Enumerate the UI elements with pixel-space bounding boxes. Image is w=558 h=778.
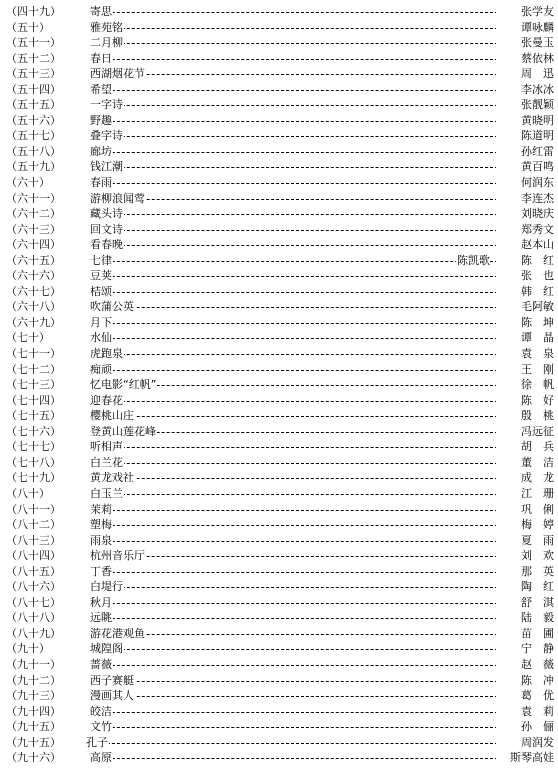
entry-author: 刘晓庆 xyxy=(496,206,554,222)
toc-entry xyxy=(0,595,558,611)
toc-entry xyxy=(0,579,558,595)
entry-author: 葛 优 xyxy=(496,688,554,704)
entry-title: 希望 xyxy=(90,82,112,96)
entry-author: 袁 泉 xyxy=(496,346,554,362)
toc-entry xyxy=(0,144,558,160)
toc-entry xyxy=(0,362,558,378)
dotted-leader xyxy=(92,245,498,246)
dotted-leader xyxy=(92,572,498,573)
toc-entry xyxy=(0,206,558,222)
entry-title: 游花港观鱼 xyxy=(90,626,145,640)
dotted-leader xyxy=(92,183,498,184)
entry-title: 忆电影“红帆” xyxy=(90,378,157,392)
entry-number: （七十八） xyxy=(6,455,61,469)
entry-number: （五十二） xyxy=(6,51,61,65)
dotted-leader xyxy=(92,556,498,557)
dotted-leader xyxy=(92,261,498,262)
entry-author: 张靓颖 xyxy=(496,97,554,113)
dotted-leader xyxy=(92,28,498,29)
entry-number: （六十四） xyxy=(6,238,61,252)
entry-title: 一字诗 xyxy=(90,98,123,112)
entry-title: 七律 xyxy=(90,253,112,267)
entry-author: 黄晓明 xyxy=(496,113,554,129)
entry-author: 孙 俪 xyxy=(496,719,554,735)
entry-author: 苗 圃 xyxy=(496,626,554,642)
entry-author: 王 刚 xyxy=(496,362,554,378)
entry-author: 斯琴高娃 xyxy=(496,750,554,766)
entry-title: 水仙 xyxy=(90,331,112,345)
toc-entry xyxy=(0,610,558,626)
entry-title: 月下 xyxy=(90,315,112,329)
dotted-leader xyxy=(92,338,498,339)
entry-title: 西子赛艇 xyxy=(90,673,134,687)
entry-title: 黄龙戏社 xyxy=(90,471,134,485)
entry-author: 巩 俐 xyxy=(496,502,554,518)
entry-author: 陈道明 xyxy=(496,128,554,144)
entry-title: 叠字诗 xyxy=(90,129,123,143)
entry-title: 豆荚 xyxy=(90,269,112,283)
entry-number: （八十七） xyxy=(6,595,61,609)
entry-author: 宁 静 xyxy=(496,641,554,657)
entry-title: 秋月 xyxy=(90,595,112,609)
toc-entry xyxy=(0,502,558,518)
entry-author: 赵 薇 xyxy=(496,657,554,673)
toc-entry xyxy=(0,222,558,238)
dotted-leader xyxy=(92,307,498,308)
entry-author: 黄百鸣 xyxy=(496,159,554,175)
toc-entry xyxy=(0,719,558,735)
dotted-leader xyxy=(92,401,498,402)
toc-entry xyxy=(0,735,558,751)
toc-entry xyxy=(0,750,558,766)
entry-number: （九十三） xyxy=(6,689,61,703)
toc-entry xyxy=(0,470,558,486)
dotted-leader xyxy=(92,121,498,122)
entry-author: 何润东 xyxy=(496,175,554,191)
toc-entry xyxy=(0,408,558,424)
entry-title: 春雨 xyxy=(90,176,112,190)
entry-number: （八十二） xyxy=(6,518,61,532)
entry-number: （七十） xyxy=(6,331,50,345)
entry-title: 二月柳 xyxy=(90,36,123,50)
toc-entry xyxy=(0,284,558,300)
entry-author: 赵本山 xyxy=(496,237,554,253)
toc-entry xyxy=(0,486,558,502)
toc-entry xyxy=(0,315,558,331)
dotted-leader xyxy=(92,758,498,759)
dotted-leader xyxy=(92,494,498,495)
entry-number: （七十四） xyxy=(6,393,61,407)
entry-number: （九十一） xyxy=(6,657,61,671)
toc-entry xyxy=(0,20,558,36)
dotted-leader xyxy=(92,152,498,153)
entry-title: 茉莉 xyxy=(90,502,112,516)
entry-number: （九十四） xyxy=(6,704,61,718)
entry-author: 毛阿敏 xyxy=(496,299,554,315)
dotted-leader xyxy=(92,541,498,542)
dotted-leader xyxy=(92,463,498,464)
toc-entry xyxy=(0,641,558,657)
entry-author: 梅 婷 xyxy=(496,517,554,533)
entry-author: 陆 毅 xyxy=(496,610,554,626)
entry-author: 冯远征 xyxy=(496,424,554,440)
entry-extra-author: 陈凯歌 xyxy=(457,253,490,267)
entry-number: （八十） xyxy=(6,486,50,500)
entry-title: 白堤行 xyxy=(90,580,123,594)
dotted-leader xyxy=(92,214,498,215)
entry-number: （六十二） xyxy=(6,207,61,221)
dotted-leader xyxy=(92,105,498,106)
dotted-leader xyxy=(92,587,498,588)
entry-title: 桔颂 xyxy=(90,284,112,298)
entry-number: （八十五） xyxy=(6,564,61,578)
entry-number: （七十二） xyxy=(6,362,61,376)
entry-number: （六十七） xyxy=(6,284,61,298)
entry-author: 成 龙 xyxy=(496,470,554,486)
entry-title: 吹蒲公英 xyxy=(90,300,134,314)
entry-number: （七十五） xyxy=(6,409,61,423)
entry-author: 谭 晶 xyxy=(496,330,554,346)
entry-author: 舒 淇 xyxy=(496,595,554,611)
entry-number: （九十五） xyxy=(6,735,61,749)
dotted-leader xyxy=(92,354,498,355)
entry-author: 陈 坤 xyxy=(496,315,554,331)
toc-entry xyxy=(0,330,558,346)
toc-entry xyxy=(0,517,558,533)
entry-number: （九十六） xyxy=(6,751,61,765)
entry-author: 胡 兵 xyxy=(496,439,554,455)
entry-title: 野趣 xyxy=(90,113,112,127)
entry-title: 寄思 xyxy=(90,5,112,18)
entry-author: 夏 雨 xyxy=(496,533,554,549)
entry-number: （五十九） xyxy=(6,160,61,174)
dotted-leader xyxy=(92,167,498,168)
entry-author: 孙红雷 xyxy=(496,144,554,160)
toc-entry xyxy=(0,657,558,673)
entry-title: 廊坊 xyxy=(90,144,112,158)
entry-title: 白玉兰 xyxy=(90,486,123,500)
entry-author: 李连杰 xyxy=(496,191,554,207)
entry-title: 迎春花 xyxy=(90,393,123,407)
dotted-leader xyxy=(92,90,498,91)
entry-number: （五十四） xyxy=(6,82,61,96)
toc-entry xyxy=(0,299,558,315)
toc-entry xyxy=(0,4,558,20)
entry-author: 殷 桃 xyxy=(496,408,554,424)
entry-number: （八十四） xyxy=(6,549,61,563)
entry-title: 游柳浪闻莺 xyxy=(90,191,145,205)
entry-title: 文竹 xyxy=(90,720,112,734)
entry-author: 陈 好 xyxy=(496,393,554,409)
entry-author: 张学友 xyxy=(496,4,554,20)
entry-title: 登黄山莲花峰 xyxy=(90,424,156,438)
entry-title: 雨泉 xyxy=(90,533,112,547)
entry-title: 钱江潮 xyxy=(90,160,123,174)
entry-title: 杭州音乐厅 xyxy=(90,549,145,563)
entry-title: 樱桃山庄 xyxy=(90,409,134,423)
entry-number: （九十五） xyxy=(6,720,61,734)
dotted-leader xyxy=(92,230,498,231)
entry-number: （五十） xyxy=(6,20,50,34)
entry-number: （八十三） xyxy=(6,533,61,547)
toc-entry xyxy=(0,393,558,409)
dotted-leader xyxy=(92,447,498,448)
toc-entry xyxy=(0,113,558,129)
dotted-leader xyxy=(92,649,498,650)
entry-author: 李冰冰 xyxy=(496,82,554,98)
entry-author: 江 珊 xyxy=(496,486,554,502)
toc-entry xyxy=(0,346,558,362)
entry-number: （六十八） xyxy=(6,300,61,314)
toc-entry xyxy=(0,673,558,689)
entry-title: 痴顽 xyxy=(90,362,112,376)
toc-entry xyxy=(0,35,558,51)
toc-entry xyxy=(0,688,558,704)
entry-number: （八十八） xyxy=(6,611,61,625)
entry-title: 西湖烟花节 xyxy=(90,67,145,81)
dotted-leader xyxy=(92,323,498,324)
dotted-leader xyxy=(92,618,498,619)
entry-title: 漫画其人 xyxy=(90,689,134,703)
entry-author: 张曼玉 xyxy=(496,35,554,51)
dotted-leader xyxy=(92,603,498,604)
table-of-contents xyxy=(0,4,558,766)
dotted-leader xyxy=(92,665,498,666)
entry-author: 周润发 xyxy=(496,735,554,751)
entry-author: 袁 莉 xyxy=(496,704,554,720)
toc-entry xyxy=(0,237,558,253)
dotted-leader xyxy=(92,510,498,511)
entry-number: （六十五） xyxy=(6,253,61,267)
entry-number: （八十九） xyxy=(6,626,61,640)
entry-title: 雅苑铭 xyxy=(90,20,123,34)
entry-number: （八十一） xyxy=(6,502,61,516)
entry-number: （六十九） xyxy=(6,315,61,329)
entry-number: （五十一） xyxy=(6,36,61,50)
toc-entry xyxy=(0,533,558,549)
entry-title: 白兰花 xyxy=(90,455,123,469)
toc-entry xyxy=(0,159,558,175)
dotted-leader xyxy=(92,712,498,713)
dotted-leader xyxy=(92,74,498,75)
toc-entry xyxy=(0,455,558,471)
dotted-leader xyxy=(92,727,498,728)
entry-author: 郑秀文 xyxy=(496,222,554,238)
entry-number: （七十九） xyxy=(6,471,61,485)
entry-title: 孔子 xyxy=(86,735,108,749)
toc-entry xyxy=(0,548,558,564)
entry-title: 皎洁 xyxy=(90,704,112,718)
toc-entry xyxy=(0,97,558,113)
dotted-leader xyxy=(92,292,498,293)
toc-entry xyxy=(0,82,558,98)
dotted-leader xyxy=(92,370,498,371)
entry-number: （五十八） xyxy=(6,144,61,158)
toc-entry xyxy=(0,175,558,191)
entry-author: 董 洁 xyxy=(496,455,554,471)
entry-number: （九十） xyxy=(6,642,50,656)
entry-author: 陈 红 xyxy=(496,253,554,269)
dotted-leader xyxy=(92,12,498,13)
dotted-leader xyxy=(92,276,498,277)
entry-number: （七十三） xyxy=(6,378,61,392)
entry-title: 春日 xyxy=(90,51,112,65)
entry-title: 高原 xyxy=(90,751,112,765)
toc-entry xyxy=(0,377,558,393)
entry-number: （七十六） xyxy=(6,424,61,438)
entry-author: 陈 冲 xyxy=(496,673,554,689)
dotted-leader xyxy=(92,478,498,479)
entry-number: （五十七） xyxy=(6,129,61,143)
dotted-leader xyxy=(92,681,498,682)
dotted-leader xyxy=(92,43,498,44)
entry-number: （五十六） xyxy=(6,113,61,127)
toc-entry xyxy=(0,424,558,440)
toc-entry xyxy=(0,191,558,207)
entry-title: 远眺 xyxy=(90,611,112,625)
entry-number: （六十） xyxy=(6,176,50,190)
dotted-leader xyxy=(92,59,498,60)
entry-author: 周 迅 xyxy=(496,66,554,82)
entry-author: 韩 红 xyxy=(496,284,554,300)
entry-title: 藏头诗 xyxy=(90,207,123,221)
toc-entry xyxy=(0,66,558,82)
entry-author: 谭咏麟 xyxy=(496,20,554,36)
toc-entry xyxy=(0,128,558,144)
entry-author: 徐 帆 xyxy=(496,377,554,393)
entry-title: 回文诗 xyxy=(90,222,123,236)
entry-author: 张 也 xyxy=(496,268,554,284)
toc-entry xyxy=(0,564,558,580)
entry-number: （五十五） xyxy=(6,98,61,112)
toc-entry xyxy=(0,268,558,284)
entry-number: （六十三） xyxy=(6,222,61,236)
entry-title: 城隍阁 xyxy=(90,642,123,656)
entry-author: 蔡依林 xyxy=(496,51,554,67)
dotted-leader xyxy=(92,743,498,744)
toc-entry xyxy=(0,51,558,67)
entry-number: （八十六） xyxy=(6,580,61,594)
entry-author: 刘 欢 xyxy=(496,548,554,564)
entry-number: （七十一） xyxy=(6,347,61,361)
entry-number: （九十二） xyxy=(6,673,61,687)
entry-number: （四十九） xyxy=(6,5,61,18)
entry-title: 塑梅 xyxy=(90,518,112,532)
entry-number: （六十一） xyxy=(6,191,61,205)
toc-entry xyxy=(0,704,558,720)
dotted-leader xyxy=(92,199,498,200)
toc-entry xyxy=(0,253,558,269)
dotted-leader xyxy=(92,525,498,526)
dotted-leader xyxy=(92,136,498,137)
dotted-leader xyxy=(92,634,498,635)
entry-number: （五十三） xyxy=(6,67,61,81)
entry-author: 那 英 xyxy=(496,564,554,580)
entry-title: 蔷薇 xyxy=(90,657,112,671)
dotted-leader xyxy=(92,696,498,697)
dotted-leader xyxy=(92,416,498,417)
entry-title: 听相声 xyxy=(90,440,123,454)
toc-entry xyxy=(0,626,558,642)
entry-title: 丁香 xyxy=(90,564,112,578)
toc-entry xyxy=(0,439,558,455)
entry-number: （六十六） xyxy=(6,269,61,283)
entry-author: 陶 红 xyxy=(496,579,554,595)
entry-title: 看春晚 xyxy=(90,238,123,252)
entry-number: （七十七） xyxy=(6,440,61,454)
entry-title: 虎跑泉 xyxy=(90,347,123,361)
